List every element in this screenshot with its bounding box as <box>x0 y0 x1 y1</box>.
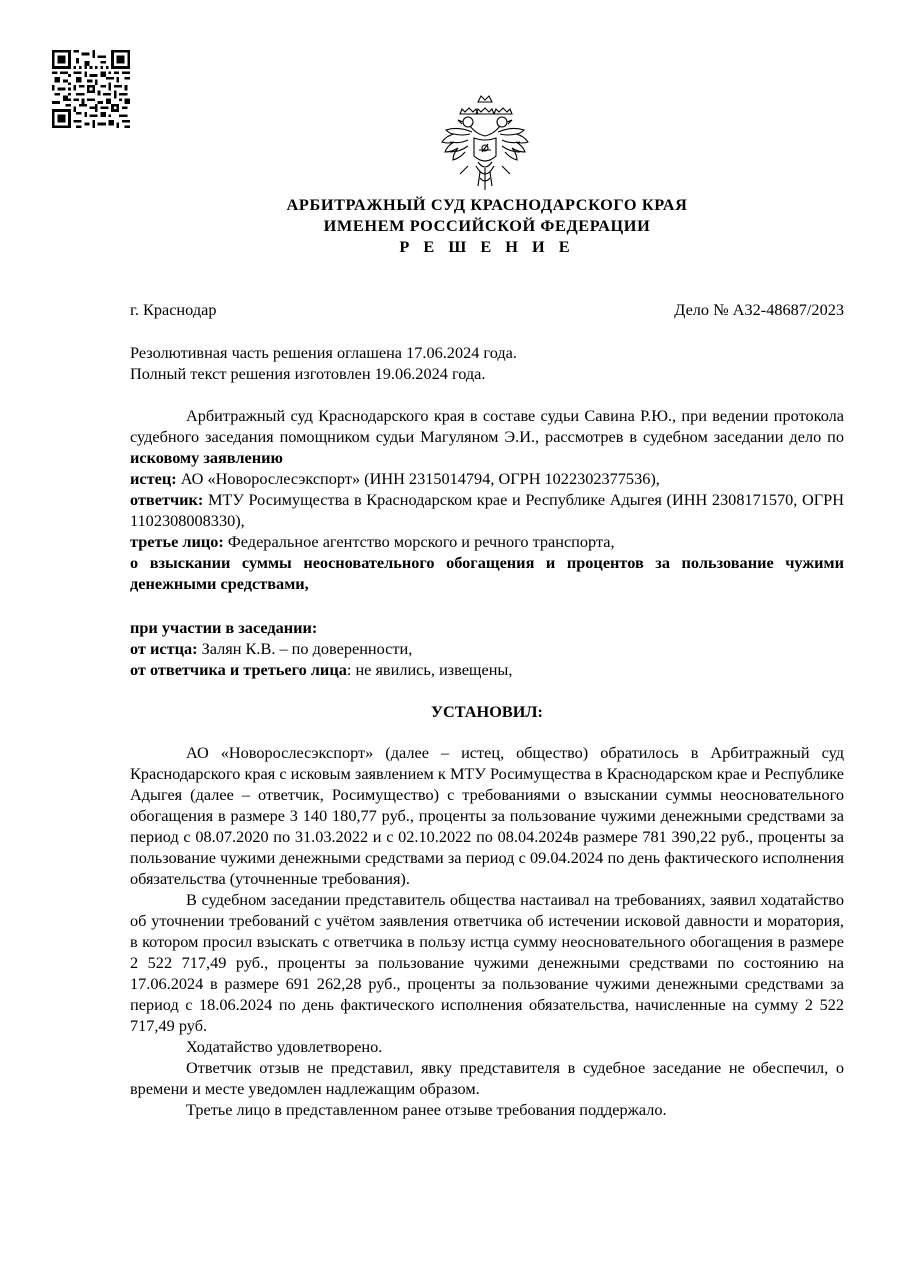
full-text-date: Полный текст решения изготовлен 19.06.2024 года. <box>130 364 486 383</box>
plaintiff-rep-label: от истца: <box>130 639 198 658</box>
qr-code[interactable] <box>52 50 130 128</box>
body-block <box>130 742 844 1120</box>
coat-of-arms-emblem <box>438 92 532 196</box>
plaintiff-text: АО «Новорослесэкспорт» (ИНН 2315014794, ОГРН 1022302377536), <box>176 469 660 488</box>
participation-block <box>130 617 844 680</box>
participation-title: при участии в заседании: <box>130 618 318 637</box>
plaintiff-line <box>130 468 844 489</box>
body-paragraph-2: В судебном заседании представитель общества настаивал на требованиях, заявил ходатайство об уточнении требований с учётом заявления ответчика об истечении исковой давности и моратория, в котором просил взыскать с ответчика в пользу истца сумму неосновательного обогащения в размере 2 522 717,49 руб., проценты за пользование чужими денежными средствами по состоянию на 17.06.2024 в размере 691 262,28 руб., проценты за пользование чужими денежными средствами за период с 18.06.2024 по день фактического исполнения обязательства, начисленные на сумму 2 522 717,49 руб. <box>130 890 844 1035</box>
established-heading: УСТАНОВИЛ: <box>431 702 543 721</box>
subject-line: о взыскании суммы неосновательного обогащения и процентов за пользование чужими денежными средствами, <box>130 553 844 593</box>
plaintiff-rep-line <box>130 638 844 659</box>
body-paragraph-3: Ходатайство удовлетворено. <box>186 1037 383 1056</box>
others-rep-text: : не явились, извещены, <box>346 660 513 679</box>
body-paragraph-5: Третье лицо в представленном ранее отзыве требования поддержало. <box>186 1100 667 1119</box>
intro-text: Арбитражный суд Краснодарского края в составе судьи Савина Р.Ю., при ведении протокола судебного заседания помощником судьи Магуляном Э.И., рассмотрев в судебном заседании дело по <box>130 406 844 446</box>
in-the-name-heading: ИМЕНЕМ РОССИЙСКОЙ ФЕДЕРАЦИИ <box>323 216 651 235</box>
third-party-line <box>130 531 844 552</box>
third-party-text: Федеральное агентство морского и речного транспорта, <box>223 532 615 551</box>
dates-block <box>130 342 844 384</box>
intro-paragraph <box>130 405 844 468</box>
others-rep-line <box>130 659 844 680</box>
case-number: Дело № А32-48687/2023 <box>674 300 844 319</box>
others-rep-label: от ответчика и третьего лица <box>130 660 347 679</box>
claim-label: исковому заявлению <box>130 448 283 467</box>
decision-heading: Р Е Ш Е Н И Е <box>399 237 575 256</box>
city: г. Краснодар <box>130 300 217 319</box>
body-paragraph-4: Ответчик отзыв не представил, явку представителя в судебное заседание не обеспечил, о времени и месте уведомлен надлежащим образом. <box>130 1058 844 1098</box>
plaintiff-rep-text: Залян К.В. – по доверенности, <box>197 639 413 658</box>
body-paragraph-1: АО «Новорослесэкспорт» (далее – истец, общество) обратилось в Арбитражный суд Краснодарского края с исковым заявлением к МТУ Росимущества в Краснодарском крае и Республике Адыгея (далее – ответчик, Росимущество) с требованиями о взыскании суммы неосновательного обогащения в размере 3 140 180,77 руб., проценты за пользование чужими денежными средствами за период с 08.07.2020 по 31.03.2022 и с 02.10.2022 по 08.04.2024в размере 781 390,22 руб., проценты за пользование чужими денежными средствами за период с 09.04.2024 по день фактического исполнения обязательства (уточненные требования). <box>130 743 844 888</box>
defendant-label: ответчик: <box>130 490 204 509</box>
court-name-heading: АРБИТРАЖНЫЙ СУД КРАСНОДАРСКОГО КРАЯ <box>286 195 688 214</box>
plaintiff-label: истец: <box>130 469 177 488</box>
operative-part-date: Резолютивная часть решения оглашена 17.06.2024 года. <box>130 343 517 362</box>
third-party-label: третье лицо: <box>130 532 224 551</box>
defendant-text: МТУ Росимущества в Краснодарском крае и Республике Адыгея (ИНН 2308171570, ОГРН 1102308008330), <box>130 490 844 530</box>
defendant-line <box>130 489 844 531</box>
intro-block <box>130 405 844 594</box>
